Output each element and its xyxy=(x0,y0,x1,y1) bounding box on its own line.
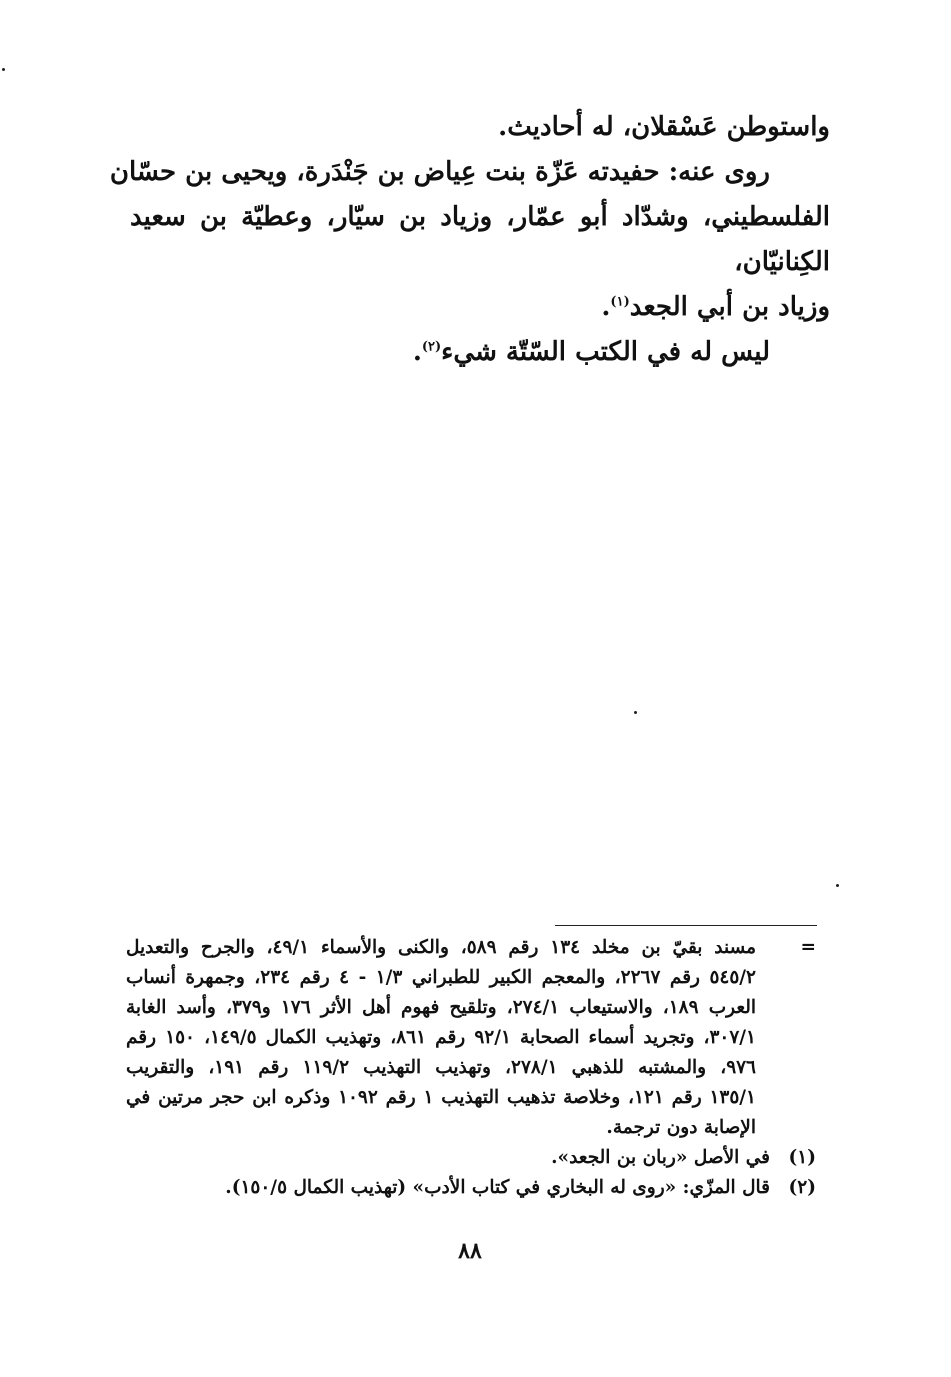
scan-speck xyxy=(634,711,637,714)
continuation-line: ٥٤٥/٢ رقم ٢٢٦٧، والمعجم الكبير للطبراني ١/٣ - ٤ رقم ٢٣٤، وجمهرة أنساب xyxy=(126,967,756,988)
main-text-line-5 xyxy=(130,330,830,375)
continuation-line: ١٣٥/١ رقم ١٢١، وخلاصة تذهيب التهذيب ١ رقم ١٠٩٢ وذكره ابن حجر مرتين في xyxy=(126,1087,756,1108)
continuation-line: ٩٧٦، والمشتبه للذهبي ٢٧٨/١، وتهذيب التهذيب ١١٩/٢ رقم ١٩١، والتقريب xyxy=(126,1057,756,1078)
main-text-line-4 xyxy=(130,285,830,330)
main-text-line-4-text: وزياد بن أبي الجعد xyxy=(629,292,830,322)
footnotes xyxy=(126,933,816,1203)
page-number: ٨٨ xyxy=(458,1238,482,1264)
continuation-line: العرب ١٨٩، والاستيعاب ٢٧٤/١، وتلقيح فهوم أهل الأثر ١٧٦ و٣٧٩، وأسد الغابة xyxy=(126,997,757,1018)
footnote-continuation xyxy=(126,933,816,1143)
continuation-line: الإصابة دون ترجمة. xyxy=(606,1117,756,1138)
scan-speck xyxy=(2,68,5,71)
continuation-line: مسند بقيّ بن مخلد ١٣٤ رقم ٥٨٩، والكنى والأسماء ٤٩/١، والجرح والتعديل xyxy=(126,937,756,958)
main-text-line-1: واستوطن عَسْقلان، له أحاديث. xyxy=(498,112,830,142)
continuation-line: ٣٠٧/١، وتجريد أسماء الصحابة ٩٢/١ رقم ٨٦١، وتهذيب الكمال ١٤٩/٥، ١٥٠ رقم xyxy=(126,1027,756,1048)
continuation-mark: = xyxy=(800,937,816,958)
main-text xyxy=(109,105,830,375)
footnote-2 xyxy=(126,1173,816,1203)
footnote-separator xyxy=(555,925,817,926)
footnote-1-text: في الأصل «ربان بن الجعد». xyxy=(551,1147,770,1168)
footnote-ref-1: (١) xyxy=(610,294,630,310)
main-text-line-4-end: . xyxy=(601,292,611,322)
footnote-2-number: (٢) xyxy=(788,1177,816,1198)
main-text-line-3: الفلسطيني، وشدّاد أبو عمّار، وزياد بن سيّار، وعطيّة بن سعيد الكِنانيّان، xyxy=(130,202,830,277)
footnote-1-number: (١) xyxy=(788,1147,816,1168)
footnote-ref-2: (٢) xyxy=(421,339,442,355)
scan-speck xyxy=(836,884,839,887)
main-text-line-5-end: . xyxy=(412,337,422,367)
footnote-1 xyxy=(126,1143,816,1173)
main-text-line-5-text: ليس له في الكتب السّتّة شيء xyxy=(441,337,770,367)
footnote-2-text: قال المزّي: «روى له البخاري في كتاب الأدب» (تهذيب الكمال ١٥٠/٥). xyxy=(225,1177,770,1198)
main-text-line-2: روى عنه: حفيدته عَزّة بنت عِياض بن جَنْدَرة، ويحيى بن حسّان xyxy=(109,157,770,187)
